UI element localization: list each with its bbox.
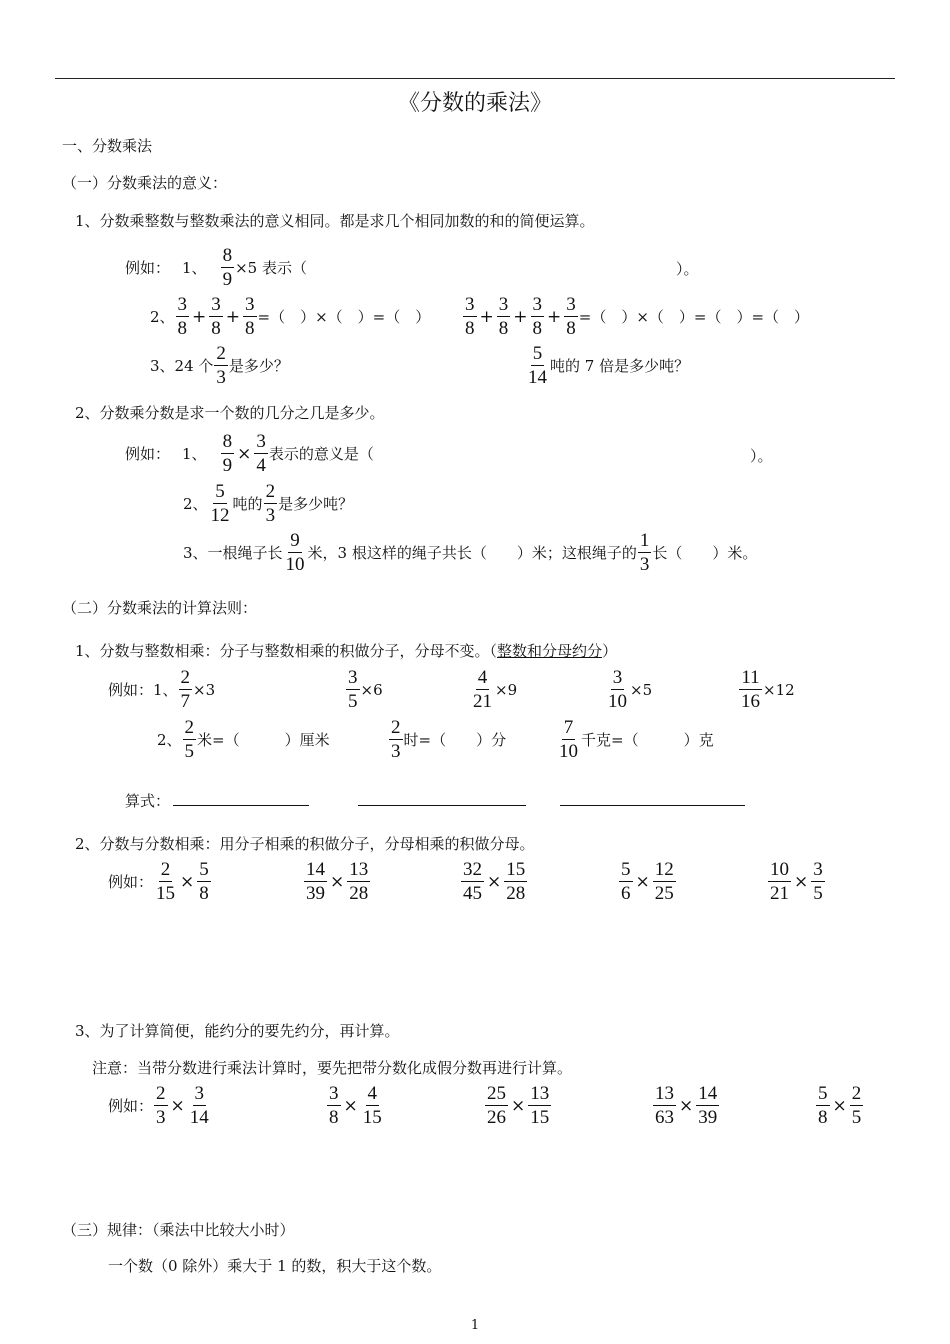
fraction: $\frac{8}{9}$	[222, 431, 233, 476]
section-1a-heading: （一）分数乘法的意义：	[62, 174, 228, 192]
times-sign: ×	[794, 871, 809, 892]
fraction: $\frac{2}{15}$	[156, 859, 176, 904]
fraction: $\frac{3}{8}$	[566, 294, 576, 339]
fraction: $\frac{3}{10}$	[608, 667, 627, 712]
plus-sign: +	[513, 306, 528, 327]
fraction: $\frac{14}{39}$	[698, 1083, 718, 1128]
page-number: 1	[470, 1318, 480, 1333]
example-label: 例如：	[108, 1097, 154, 1115]
example-4-row	[125, 432, 374, 475]
rule-note: 注意：当带分数进行乘法计算时，要先把带分数化成假分数再进行计算。	[92, 1059, 573, 1077]
fraction: $\frac{2}{5}$	[851, 1083, 862, 1128]
rule-3: 3、为了计算简便，能约分的要先约分，再计算。	[75, 1022, 400, 1040]
question-text: 吨的 7 倍是多少吨？	[550, 357, 690, 375]
fraction: $\frac{5}{8}$	[199, 859, 209, 904]
rule-1-example	[738, 668, 795, 711]
fraction: 2 5	[184, 717, 195, 762]
times-whole: ×3	[193, 680, 216, 699]
example-number: 1、	[182, 445, 207, 463]
fraction: 1 3	[639, 530, 650, 575]
section-1-heading: 一、分数乘法	[62, 137, 153, 155]
times-sign: ×	[180, 871, 195, 892]
fraction: $\frac{3}{14}$	[189, 1083, 209, 1128]
example-3b-row	[525, 344, 689, 387]
rule-2: 2、分数与分数相乘：用分子相乘的积做分子，分母相乘的积做分母。	[75, 835, 535, 853]
fraction: $\frac{3}{8}$	[329, 1083, 339, 1128]
example-3-row	[150, 344, 289, 387]
fraction: $\frac{4}{21}$	[473, 667, 492, 712]
rule-1-underlined: 整数和分母约分	[497, 642, 603, 660]
conversion-text: 米=（ ）厘米	[197, 731, 330, 749]
rule-1-text: 1、分数与整数相乘：分子与整数相乘的积做分子，分母不变。（	[75, 642, 498, 660]
fraction: $\frac{32}{45}$	[463, 859, 482, 904]
fraction: $\frac{2}{3}$	[156, 1083, 166, 1128]
question-text: 是多少吨？	[278, 495, 354, 513]
meaning-paragraph-2: 2、分数乘分数是求一个数的几分之几是多少。	[75, 404, 385, 422]
fraction: 3 8	[465, 294, 475, 339]
meaning-paragraph-1: 1、分数乘整数与整数乘法的意义相同。都是求几个相同加数的和的简便运算。	[75, 212, 595, 230]
example-number: 2、	[150, 308, 175, 326]
fraction: $\frac{3}{8}$	[498, 294, 509, 339]
times-sign: ×	[330, 871, 345, 892]
rule-2-example	[618, 860, 677, 903]
formula-blank	[173, 805, 309, 806]
fraction: 3 8	[177, 294, 188, 339]
formula-blank	[358, 805, 526, 806]
fraction: $\frac{10}{21}$	[770, 859, 789, 904]
formula-label: 算式：	[125, 792, 171, 810]
section-1b-heading: （二）分数乘法的计算法则：	[62, 599, 258, 617]
rule-1-example-row	[108, 668, 215, 711]
rule-2-example	[767, 860, 826, 903]
times-sign: ×	[635, 871, 650, 892]
rule-1-end: ）	[602, 642, 618, 660]
fraction: $\frac{8}{9}$	[222, 245, 233, 290]
times-whole: ×5	[630, 680, 653, 699]
rule-3-example	[326, 1084, 385, 1127]
times-sign: ×	[511, 1095, 526, 1116]
times-sign: ×	[487, 871, 502, 892]
question-text: 吨的	[232, 495, 263, 513]
times-sign: ×	[343, 1095, 358, 1116]
fraction: $\frac{14}{39}$	[306, 859, 325, 904]
example-label: 例如：	[125, 445, 171, 463]
fraction: $\frac{5}{8}$	[818, 1083, 828, 1128]
example-text: ×5 表示（	[235, 259, 307, 277]
fraction: 7 10	[559, 717, 578, 762]
fraction: 9 10	[285, 530, 305, 575]
times-sign: ×	[679, 1095, 694, 1116]
times-whole: ×6	[360, 680, 383, 699]
plus-sign: +	[547, 306, 562, 327]
rule-3-example-row	[108, 1084, 212, 1127]
fraction: $\frac{13}{63}$	[655, 1083, 674, 1128]
plus-sign: +	[479, 306, 494, 327]
fraction: 5 14	[528, 343, 547, 388]
fraction: $\frac{13}{28}$	[349, 859, 369, 904]
example-text: 表示的意义是（	[268, 445, 374, 463]
example-number: 2、	[157, 731, 182, 749]
fraction: $\frac{11}{16}$	[741, 667, 760, 712]
page-title: 《分数的乘法》	[397, 91, 552, 116]
example-number: 1、	[182, 259, 207, 277]
fraction: $\frac{4}{15}$	[362, 1083, 382, 1128]
question-text: 是多少？	[228, 357, 289, 375]
rule-2-example-row	[108, 860, 212, 903]
fraction: $\frac{5}{6}$	[621, 859, 631, 904]
times-sign: ×	[832, 1095, 847, 1116]
fraction: $\frac{3}{8}$	[245, 294, 255, 339]
rule-2-example	[303, 860, 371, 903]
answer-blanks: =（ ）×（ ）=（ ）=（ ）	[578, 308, 810, 326]
fraction: $\frac{3}{4}$	[256, 431, 266, 476]
rule-1	[75, 640, 617, 661]
example-number: 2、	[183, 495, 208, 513]
rule-1-example	[470, 668, 517, 711]
fraction: $\frac{25}{26}$	[487, 1083, 506, 1128]
question-text: 长（ ）米。	[652, 544, 758, 562]
rule-3-example	[652, 1084, 720, 1127]
example-2-row	[150, 295, 430, 338]
formula-blank	[560, 805, 745, 806]
fraction: $\frac{3}{8}$	[211, 294, 221, 339]
rule-1-example	[605, 668, 652, 711]
fraction: $\frac{2}{7}$	[180, 667, 191, 712]
section-1c-heading: （三）规律：（乘法中比较大小时）	[62, 1221, 295, 1239]
example-5-row	[183, 482, 353, 525]
question-text: 3、一根绳子长	[183, 544, 283, 562]
answer-blanks: =（ ）×（ ）=（ ）	[257, 308, 431, 326]
rule-2-example	[460, 860, 528, 903]
rule-3-example	[484, 1084, 552, 1127]
conversion-row	[157, 718, 330, 761]
times-sign: ×	[237, 443, 252, 464]
times-whole: ×9	[495, 680, 518, 699]
conversion-row	[388, 718, 506, 761]
plus-sign: +	[192, 306, 207, 327]
question-text: 米，3 根这样的绳子共长（ ）米；这根绳子的	[307, 544, 637, 562]
example-label: 例如：	[108, 873, 154, 891]
fraction: $\frac{12}{25}$	[654, 859, 674, 904]
fraction: $\frac{15}{28}$	[506, 859, 526, 904]
rule-1-example	[345, 668, 383, 711]
fraction: 2 3	[265, 481, 276, 526]
plus-sign: +	[225, 306, 241, 327]
fraction: 5 12	[210, 481, 230, 526]
fraction: $\frac{3}{5}$	[348, 667, 358, 712]
example-1-row	[125, 246, 307, 289]
example-label: 例如：1、	[108, 681, 178, 699]
fraction: 2 3	[216, 343, 226, 388]
example-close: ）。	[676, 260, 699, 278]
times-sign: ×	[170, 1095, 185, 1116]
example-number: 3、24 个	[150, 357, 214, 375]
conversion-text: 时=（ ）分	[403, 731, 507, 749]
example-2b-row	[462, 295, 809, 338]
example-close: ）。	[750, 447, 773, 465]
fraction: $\frac{3}{5}$	[813, 859, 823, 904]
law-1: 一个数（0 除外）乘大于 1 的数，积大于这个数。	[108, 1257, 442, 1275]
fraction: 2 3	[391, 717, 401, 762]
fraction: $\frac{3}{8}$	[532, 294, 542, 339]
top-rule	[55, 78, 895, 79]
example-6-row	[183, 531, 757, 574]
conversion-row	[556, 718, 714, 761]
conversion-text: 千克=（ ）克	[581, 731, 714, 749]
example-label: 例如：	[125, 259, 171, 277]
rule-3-example	[815, 1084, 864, 1127]
fraction: $\frac{13}{15}$	[530, 1083, 550, 1128]
times-whole: ×12	[763, 680, 795, 699]
